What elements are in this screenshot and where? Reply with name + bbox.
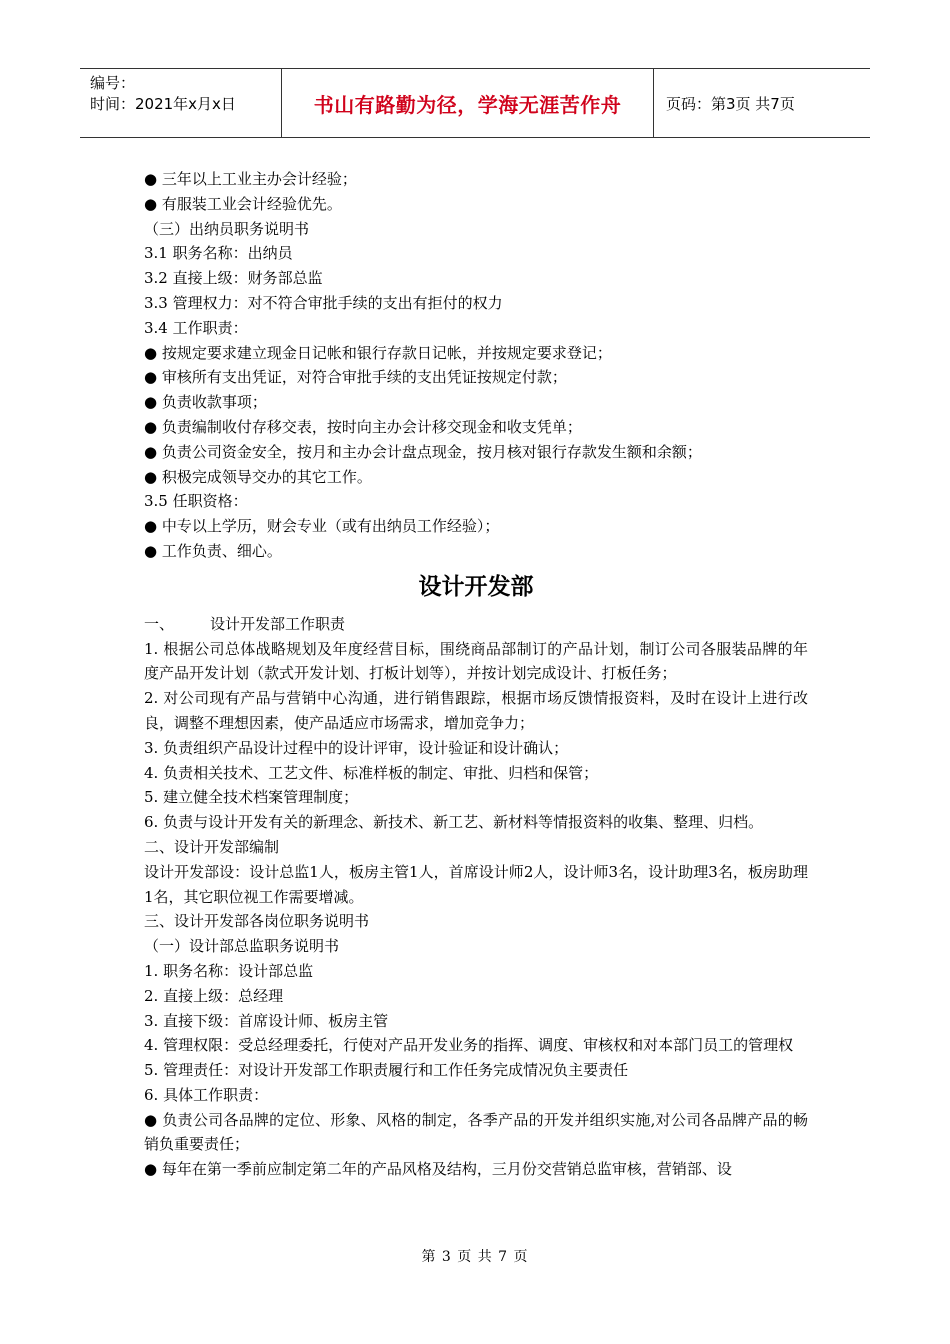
text-line: ● 有服装工业会计经验优先。 xyxy=(144,194,342,213)
text-paragraph: 1. 职务名称：设计部总监 xyxy=(144,961,314,980)
text-line: 3.4 工作职责： xyxy=(144,318,248,337)
text-paragraph: 5. 建立健全技术档案管理制度； xyxy=(144,788,359,807)
text-line: ● 中专以上学历，财会专业（或有出纳员工作经验）； xyxy=(144,517,500,536)
text-line: ● 按规定要求建立现金日记帐和银行存款日记帐，并按规定要求登记； xyxy=(144,343,612,362)
text-paragraph: 二、设计开发部编制 xyxy=(144,837,280,856)
text-line: ● 审核所有支出凭证，对符合审批手续的支出凭证按规定付款； xyxy=(144,368,567,387)
text-paragraph: 2. 对公司现有产品与营销中心沟通，进行销售跟踪，根据市场反馈情报资料，及时在设计上进行改良，调整不理想因素，使产品适应市场需求，增加竞争力； xyxy=(144,689,808,732)
text-paragraph: 1. 根据公司总体战略规划及年度经营目标，围绕商品部制订的产品计划，制订公司各服装品牌的年度产品开发计划（款式开发计划、打板计划等），并按计划完成设计、打板任务； xyxy=(144,639,808,683)
text-paragraph: 3. 直接下级：首席设计师、板房主管 xyxy=(144,1011,389,1030)
text-paragraph: 4. 管理权限：受总经理委托，行使对产品开发业务的指挥、调度、审核权和对本部门员工的管理权 xyxy=(144,1036,794,1055)
section-1-number: 一、 xyxy=(144,614,175,633)
header-time-label: 时间：2021年x月x日 xyxy=(90,95,236,113)
text-line: 3.1 职务名称：出纳员 xyxy=(144,244,293,263)
text-line: （三）出纳员职务说明书 xyxy=(144,219,310,238)
section-1-heading xyxy=(144,612,808,637)
text-line: 3.2 直接上级：财务部总监 xyxy=(144,269,323,288)
text-line: ● 三年以上工业主办会计经验； xyxy=(144,170,357,188)
document-header xyxy=(80,68,870,138)
text-paragraph: 设计开发部设：设计总监1人，板房主管1人，首席设计师2人，设计师3名，设计助理3名，板房助理1名，其它职位视工作需要增减。 xyxy=(144,862,808,906)
section-title: 设计开发部 xyxy=(418,573,534,600)
body-lines-before xyxy=(144,167,808,564)
text-line: ● 负责收款事项； xyxy=(144,393,267,412)
text-paragraph: 6. 具体工作职责： xyxy=(144,1085,269,1104)
document-body xyxy=(144,167,808,1182)
body-lines-after xyxy=(144,637,808,1183)
section-1-title: 设计开发部工作职责 xyxy=(210,614,346,633)
text-line: ● 积极完成领导交办的其它工作。 xyxy=(144,467,372,486)
text-line: ● 负责编制收付存移交表，按时向主办会计移交现金和收支凭单； xyxy=(144,417,582,436)
text-line: ● 工作负责、细心。 xyxy=(144,541,282,560)
header-motto: 书山有路勤为径，学海无涯苦作舟 xyxy=(282,69,654,137)
text-paragraph: 4. 负责相关技术、工艺文件、标准样板的制定、审批、归档和保管； xyxy=(144,763,599,782)
text-paragraph: ● 负责公司各品牌的定位、形象、风格的制定，各季产品的开发并组织实施,对公司各品牌产品的畅销负重要责任； xyxy=(144,1110,808,1154)
text-paragraph: （一）设计部总监职务说明书 xyxy=(144,937,340,956)
text-paragraph: 3. 负责组织产品设计过程中的设计评审，设计验证和设计确认； xyxy=(144,738,569,757)
text-paragraph: 5. 管理责任：对设计开发部工作职责履行和工作任务完成情况负主要责任 xyxy=(144,1061,629,1080)
header-meta xyxy=(80,69,282,137)
text-paragraph: ● 每年在第一季前应制定第二年的产品风格及结构，三月份交营销总监审核，营销部、设 xyxy=(144,1160,732,1179)
text-paragraph: 2. 直接上级：总经理 xyxy=(144,986,284,1005)
text-paragraph: 三、设计开发部各岗位职务说明书 xyxy=(144,912,370,931)
header-number-label: 编号： xyxy=(90,74,136,92)
text-paragraph: 6. 负责与设计开发有关的新理念、新技术、新工艺、新材料等情报资料的收集、整理、归档。 xyxy=(144,813,764,832)
text-line: 3.5 任职资格： xyxy=(144,492,248,511)
text-line: 3.3 管理权力：对不符合审批手续的支出有拒付的权力 xyxy=(144,293,503,312)
text-line: ● 负责公司资金安全，按月和主办会计盘点现金，按月核对银行存款发生额和余额； xyxy=(144,442,702,461)
header-page-info: 页码：第3页 共7页 xyxy=(666,94,795,113)
page-footer: 第 3 页 共 7 页 xyxy=(421,1249,529,1265)
